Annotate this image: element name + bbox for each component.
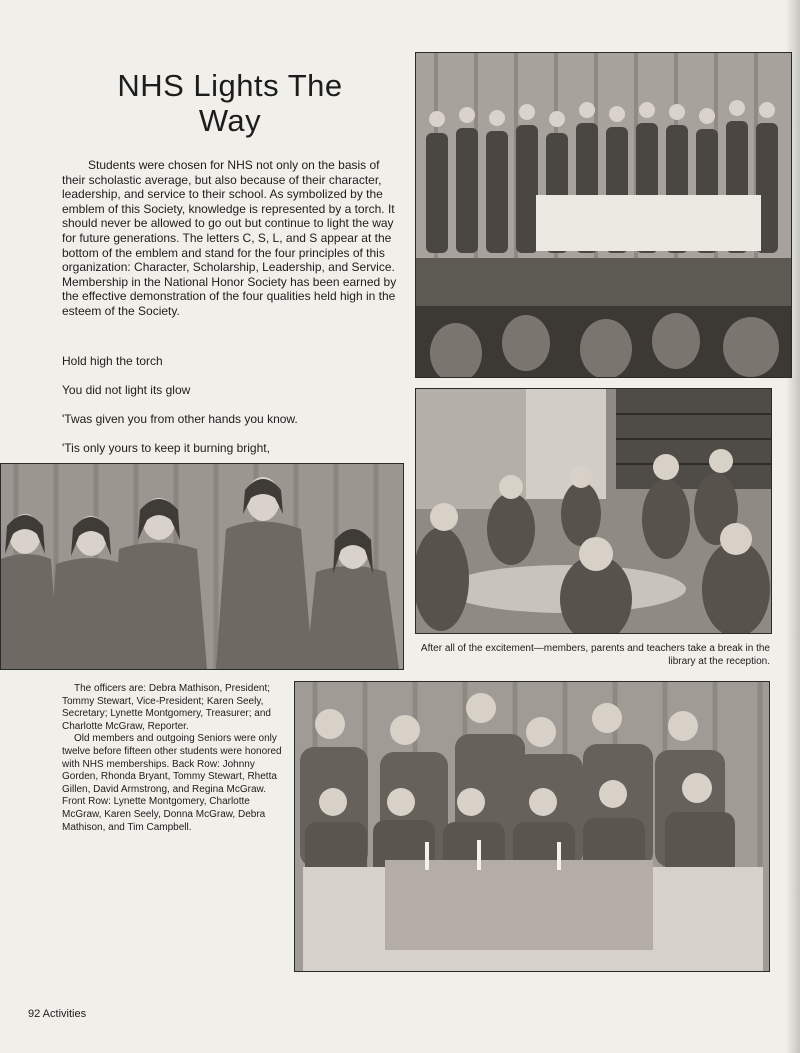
poem-line: 'Twas given you from other hands you know. bbox=[62, 411, 298, 426]
photo-library-reception bbox=[415, 388, 772, 634]
page-title bbox=[70, 68, 390, 138]
caption-members-paragraph: Old members and outgoing Seniors were only twelve before fifteen other students were honored with NHS memberships. Back Row: Johnny Gorden, Rhonda Bryant, Tommy Stewart, Rhetta Gillen, David Armstrong, and Regina McGraw. Front Row: Lynette Montgomery, Charlotte McGraw, Karen Seely, Donna McGraw, Debra Mathison, and Tim Campbell. bbox=[62, 733, 282, 833]
photo-stage-ceremony bbox=[415, 52, 792, 378]
photo-officers bbox=[0, 463, 404, 670]
caption-officers-paragraph: The officers are: Debra Mathison, President; Tommy Stewart, Vice-President; Karen Seely, Secretary; Lynette Montgomery, Treasurer; and Charlotte McGraw, Reporter. bbox=[62, 683, 271, 732]
title-line-2: Way bbox=[198, 103, 262, 138]
photo-group-members bbox=[294, 681, 770, 972]
caption-library: After all of the excitement—members, parents and teachers take a break in the library at the reception. bbox=[420, 643, 770, 667]
article-paragraph: Students were chosen for NHS not only on the basis of their scholastic average, but also because of their character, leadership, and service to their school. As symbolized by the emblem of this Society, knowledge is represented by a torch. It should never be allowed to go out but continue to light the way for future generations. The letters C, S, L, and S appear at the bottom of the emblem and stand for the four principles of this organization: Character, Scholarship, Leadership, and Service. Membership in the National Honor Society has been earned by the effective demonstration of the four qualities held high in the esteem of the Society. bbox=[62, 158, 397, 318]
poem-line: 'Tis only yours to keep it burning bright, bbox=[62, 441, 270, 456]
article-body bbox=[62, 158, 402, 319]
poem-line: You did not light its glow bbox=[62, 382, 191, 397]
page-footer: 92 Activities bbox=[28, 1008, 87, 1020]
poem-line: Hold high the torch bbox=[62, 353, 163, 368]
caption-officers bbox=[62, 683, 284, 834]
title-line-1: NHS Lights The bbox=[117, 68, 343, 103]
